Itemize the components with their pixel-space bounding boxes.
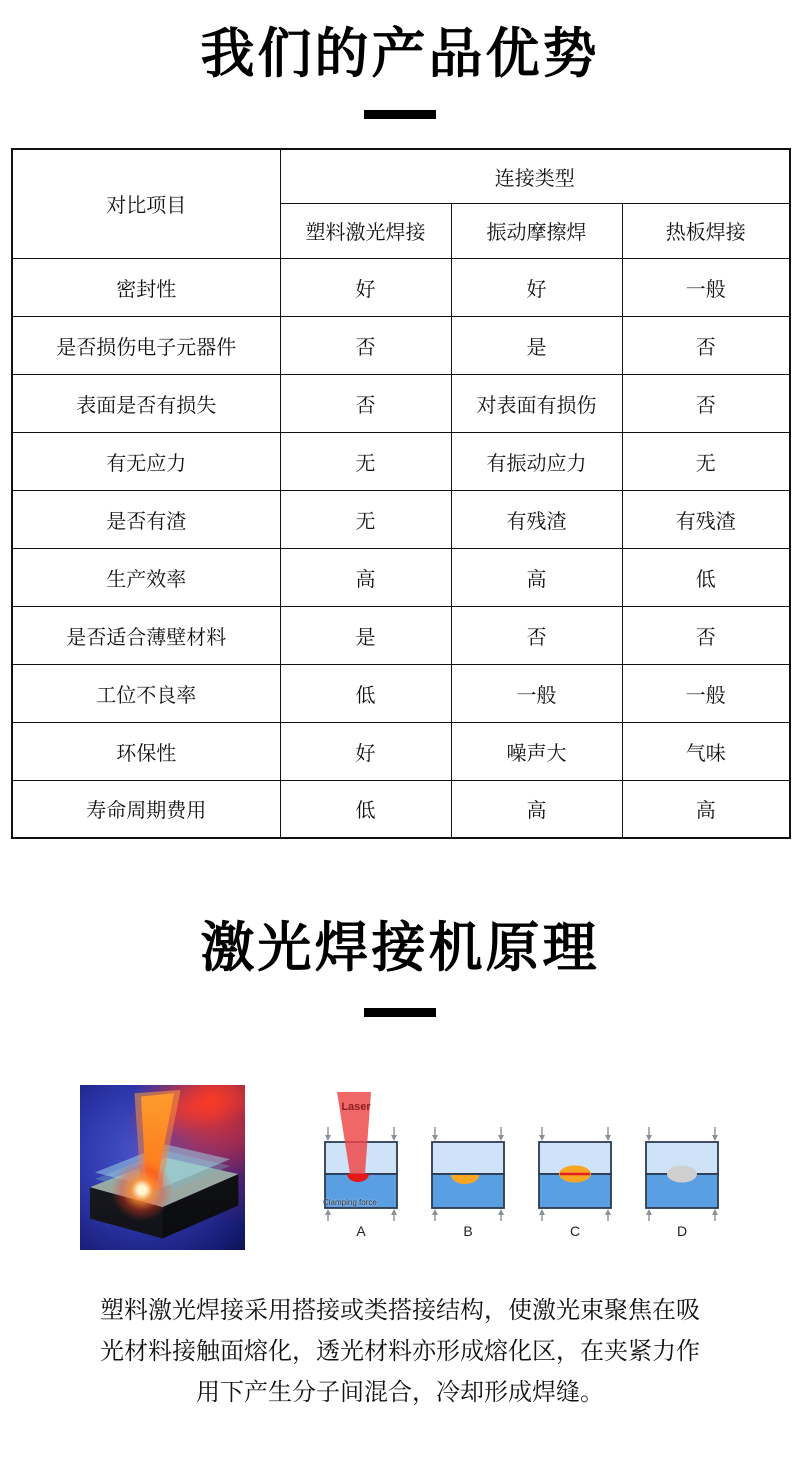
cell-value: 高 xyxy=(451,548,622,606)
cell-value: 高 xyxy=(622,780,790,838)
cell-value: 无 xyxy=(280,490,451,548)
cell-value: 气味 xyxy=(622,722,790,780)
principle-description: 塑料激光焊接采用搭接或类搭接结构，使激光束聚焦在吸光材料接触面熔化，透光材料亦形成熔化区，在夹紧力作用下产生分子间混合，冷却形成焊缝。 xyxy=(100,1297,700,1406)
table-row xyxy=(12,258,790,316)
table-row xyxy=(12,548,790,606)
table-group-header: 连接类型 xyxy=(280,149,790,203)
cell-value: 否 xyxy=(280,374,451,432)
cell-value: 好 xyxy=(280,722,451,780)
title-underline xyxy=(364,1008,436,1017)
stage-letter: B xyxy=(463,1223,473,1239)
row-label: 是否适合薄壁材料 xyxy=(12,606,280,664)
weld-seam xyxy=(667,1166,697,1183)
table-row xyxy=(12,374,790,432)
stage-b-diagram xyxy=(427,1090,509,1239)
row-label: 工位不良率 xyxy=(12,664,280,722)
stage-c-svg xyxy=(534,1090,616,1222)
cell-value: 无 xyxy=(622,432,790,490)
cell-value: 无 xyxy=(280,432,451,490)
row-label: 是否损伤电子元器件 xyxy=(12,316,280,374)
table-row xyxy=(12,316,790,374)
cell-value: 是 xyxy=(280,606,451,664)
title-underline xyxy=(364,110,436,119)
column-header-vibration: 振动摩擦焊 xyxy=(451,203,622,258)
row-label: 环保性 xyxy=(12,722,280,780)
cell-value: 好 xyxy=(280,258,451,316)
cell-value: 一般 xyxy=(451,664,622,722)
laser-3d-render xyxy=(80,1085,245,1250)
laser-impact-flare xyxy=(110,1158,174,1222)
column-header-laser: 塑料激光焊接 xyxy=(280,203,451,258)
row-label: 生产效率 xyxy=(12,548,280,606)
comparison-table-wrap xyxy=(11,148,789,839)
stage-d-svg xyxy=(641,1090,723,1222)
cell-value: 高 xyxy=(451,780,622,838)
table-row xyxy=(12,490,790,548)
row-label: 寿命周期费用 xyxy=(12,780,280,838)
row-label: 密封性 xyxy=(12,258,280,316)
stage-letter: A xyxy=(356,1223,366,1239)
cell-value: 一般 xyxy=(622,664,790,722)
principle-figures xyxy=(80,1085,725,1257)
cell-value: 低 xyxy=(280,664,451,722)
cell-value: 高 xyxy=(280,548,451,606)
table-row xyxy=(12,722,790,780)
table-row xyxy=(12,606,790,664)
cell-value: 对表面有损伤 xyxy=(451,374,622,432)
cell-value: 好 xyxy=(451,258,622,316)
laser-label: Laser xyxy=(341,1101,371,1113)
stage-b-svg xyxy=(427,1090,509,1222)
cell-value: 有残渣 xyxy=(622,490,790,548)
cell-value: 低 xyxy=(622,548,790,606)
cell-value: 否 xyxy=(622,606,790,664)
cell-value: 有残渣 xyxy=(451,490,622,548)
table-row xyxy=(12,432,790,490)
cell-value: 否 xyxy=(280,316,451,374)
cell-value: 否 xyxy=(622,316,790,374)
stage-d-diagram xyxy=(641,1090,723,1239)
cell-value: 是 xyxy=(451,316,622,374)
welding-stage-diagrams xyxy=(320,1090,723,1239)
stage-letter: C xyxy=(569,1223,581,1239)
page-title-principle: 激光焊接机原理 xyxy=(200,918,600,978)
page-title-advantages: 我们的产品优势 xyxy=(200,24,600,84)
cell-value: 否 xyxy=(622,374,790,432)
comparison-table xyxy=(11,148,791,839)
row-label: 是否有渣 xyxy=(12,490,280,548)
row-label: 有无应力 xyxy=(12,432,280,490)
row-label: 表面是否有损失 xyxy=(12,374,280,432)
stage-c-diagram xyxy=(534,1090,616,1239)
table-row xyxy=(12,664,790,722)
stage-letter: D xyxy=(676,1223,688,1239)
table-corner-header: 对比项目 xyxy=(12,149,280,258)
column-header-hotplate: 热板焊接 xyxy=(622,203,790,258)
cell-value: 否 xyxy=(451,606,622,664)
cell-value: 一般 xyxy=(622,258,790,316)
cell-value: 低 xyxy=(280,780,451,838)
table-row xyxy=(12,780,790,838)
cell-value: 噪声大 xyxy=(451,722,622,780)
cell-value: 有振动应力 xyxy=(451,432,622,490)
clamping-force-label: Clamping force xyxy=(323,1198,377,1207)
stage-a-diagram xyxy=(320,1090,402,1239)
